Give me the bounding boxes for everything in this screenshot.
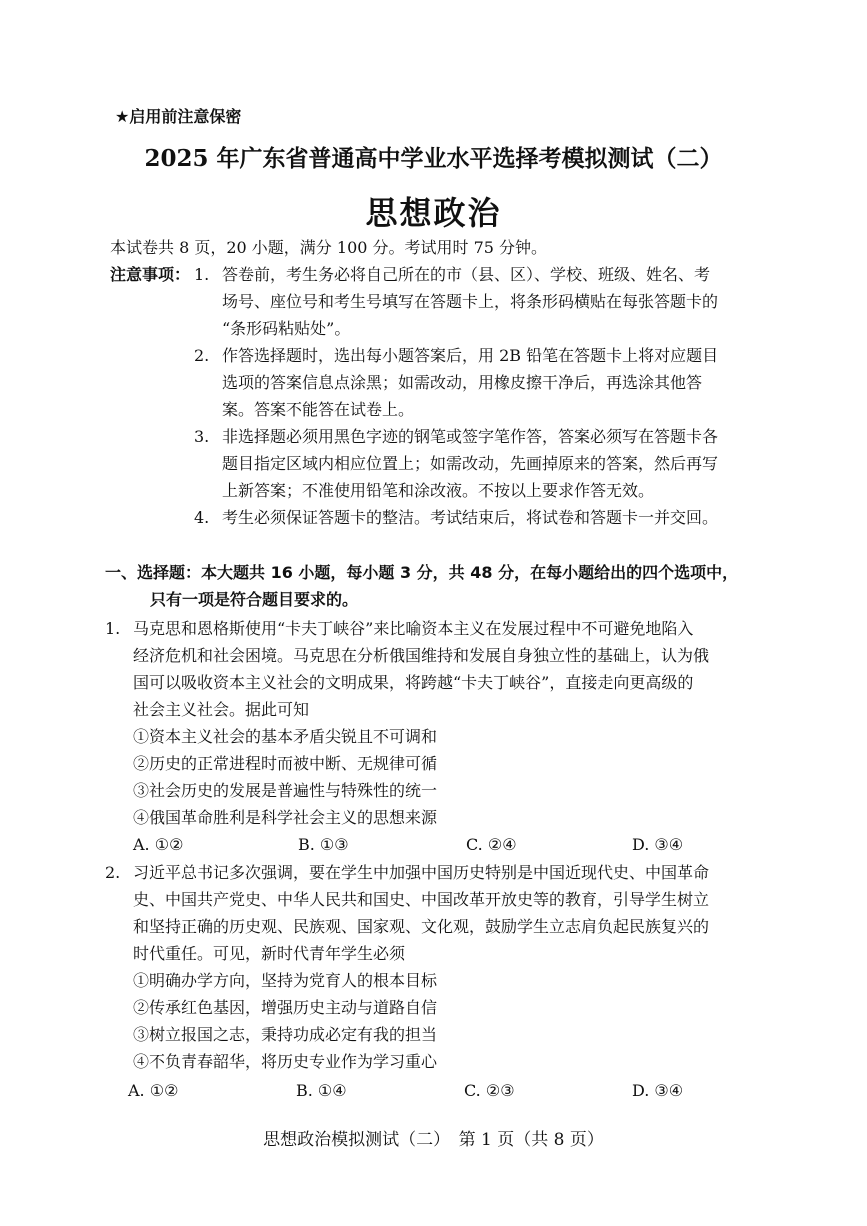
note-line: 选项的答案信息点涂黑；如需改动，用橡皮擦干净后，再选涂其他答 (222, 373, 703, 392)
answer-choice-a: A. ①② (133, 835, 184, 854)
note-number: 4. (194, 508, 210, 527)
question-stem-line: 马克思和恩格斯使用“卡夫丁峡谷”来比喻资本主义在发展过程中不可避免地陷入 (133, 619, 694, 638)
statement-option: ①明确办学方向，坚持为党育人的根本目标 (133, 971, 438, 990)
statement-option: ③社会历史的发展是普遍性与特殊性的统一 (133, 781, 438, 800)
note-number: 3. (194, 427, 210, 446)
question-stem-line: 史、中国共产党史、中华人民共和国史、中国改革开放史等的教育，引导学生树立 (133, 890, 710, 909)
statement-option: ④不负青春韶华，将历史专业作为学习重心 (133, 1052, 438, 1071)
note-number: 1. (194, 265, 210, 284)
exam-title: 2025 年广东省普通高中学业水平选择考模拟测试（二） (144, 145, 723, 172)
question-stem-line: 时代重任。可见，新时代青年学生必须 (133, 944, 406, 963)
statement-option: ④俄国革命胜利是科学社会主义的思想来源 (133, 808, 438, 827)
answer-choice-c: C. ②④ (466, 835, 517, 854)
statement-option: ②历史的正常进程时而被中断、无规律可循 (133, 754, 438, 773)
intro-text: 本试卷共 8 页，20 小题，满分 100 分。考试用时 75 分钟。 (110, 238, 548, 257)
question-stem-line: 经济危机和社会困境。马克思在分析俄国维持和发展自身独立性的基础上，认为俄 (133, 646, 710, 665)
note-line: 案。答案不能答在试卷上。 (222, 400, 415, 419)
statement-option: ③树立报国之志，秉持功成必定有我的担当 (133, 1025, 438, 1044)
statement-option: ②传承红色基因，增强历史主动与道路自信 (133, 998, 438, 1017)
note-line: 场号、座位号和考生号填写在答题卡上，将条形码横贴在每张答题卡的 (222, 292, 719, 311)
statement-option: ①资本主义社会的基本矛盾尖锐且不可调和 (133, 727, 438, 746)
answer-choice-a: A. ①② (128, 1081, 179, 1100)
question-number: 2. (105, 863, 121, 882)
answer-choice-b: B. ①③ (298, 835, 349, 854)
note-line: 题目指定区域内相应位置上；如需改动，先画掉原来的答案，然后再写 (222, 454, 719, 473)
answer-choice-c: C. ②③ (464, 1081, 515, 1100)
question-stem-line: 国可以吸收资本主义社会的文明成果，将跨越“卡夫丁峡谷”，直接走向更高级的 (133, 673, 694, 692)
note-line: 上新答案；不准使用铅笔和涂改液。不按以上要求作答无效。 (222, 481, 655, 500)
question-number: 1. (105, 619, 121, 638)
note-number: 2. (194, 346, 210, 365)
answer-choice-d: D. ③④ (632, 1081, 684, 1100)
answer-choice-d: D. ③④ (632, 835, 684, 854)
notes-label: 注意事项： (110, 265, 191, 284)
section-heading-cont: 只有一项是符合题目要求的。 (150, 590, 359, 609)
page-footer: 思想政治模拟测试（二） 第 1 页（共 8 页） (263, 1130, 604, 1150)
note-line: 答卷前，考生务必将自己所在的市（县、区）、学校、班级、姓名、考 (222, 265, 711, 284)
note-line: 考生必须保证答题卡的整洁。考试结束后，将试卷和答题卡一并交回。 (222, 508, 719, 527)
question-stem-line: 社会主义社会。据此可知 (133, 700, 310, 719)
section-heading: 一、选择题：本大题共 16 小题，每小题 3 分，共 48 分，在每小题给出的四个选项中， (105, 563, 739, 582)
note-line: 作答选择题时，选出每小题答案后，用 2B 铅笔在答题卡上将对应题目 (222, 346, 719, 365)
confidential-label: ★启用前注意保密 (115, 107, 242, 126)
question-stem-line: 习近平总书记多次强调，要在学生中加强中国历史特别是中国近现代史、中国革命 (133, 863, 710, 882)
answer-choice-b: B. ①④ (296, 1081, 347, 1100)
subject-title: 思想政治 (365, 194, 502, 232)
note-line: “条形码粘贴处”。 (222, 319, 351, 338)
note-line: 非选择题必须用黑色字迹的钢笔或签字笔作答，答案必须写在答题卡各 (222, 427, 719, 446)
question-stem-line: 和坚持正确的历史观、民族观、国家观、文化观，鼓励学生立志肩负起民族复兴的 (133, 917, 710, 936)
